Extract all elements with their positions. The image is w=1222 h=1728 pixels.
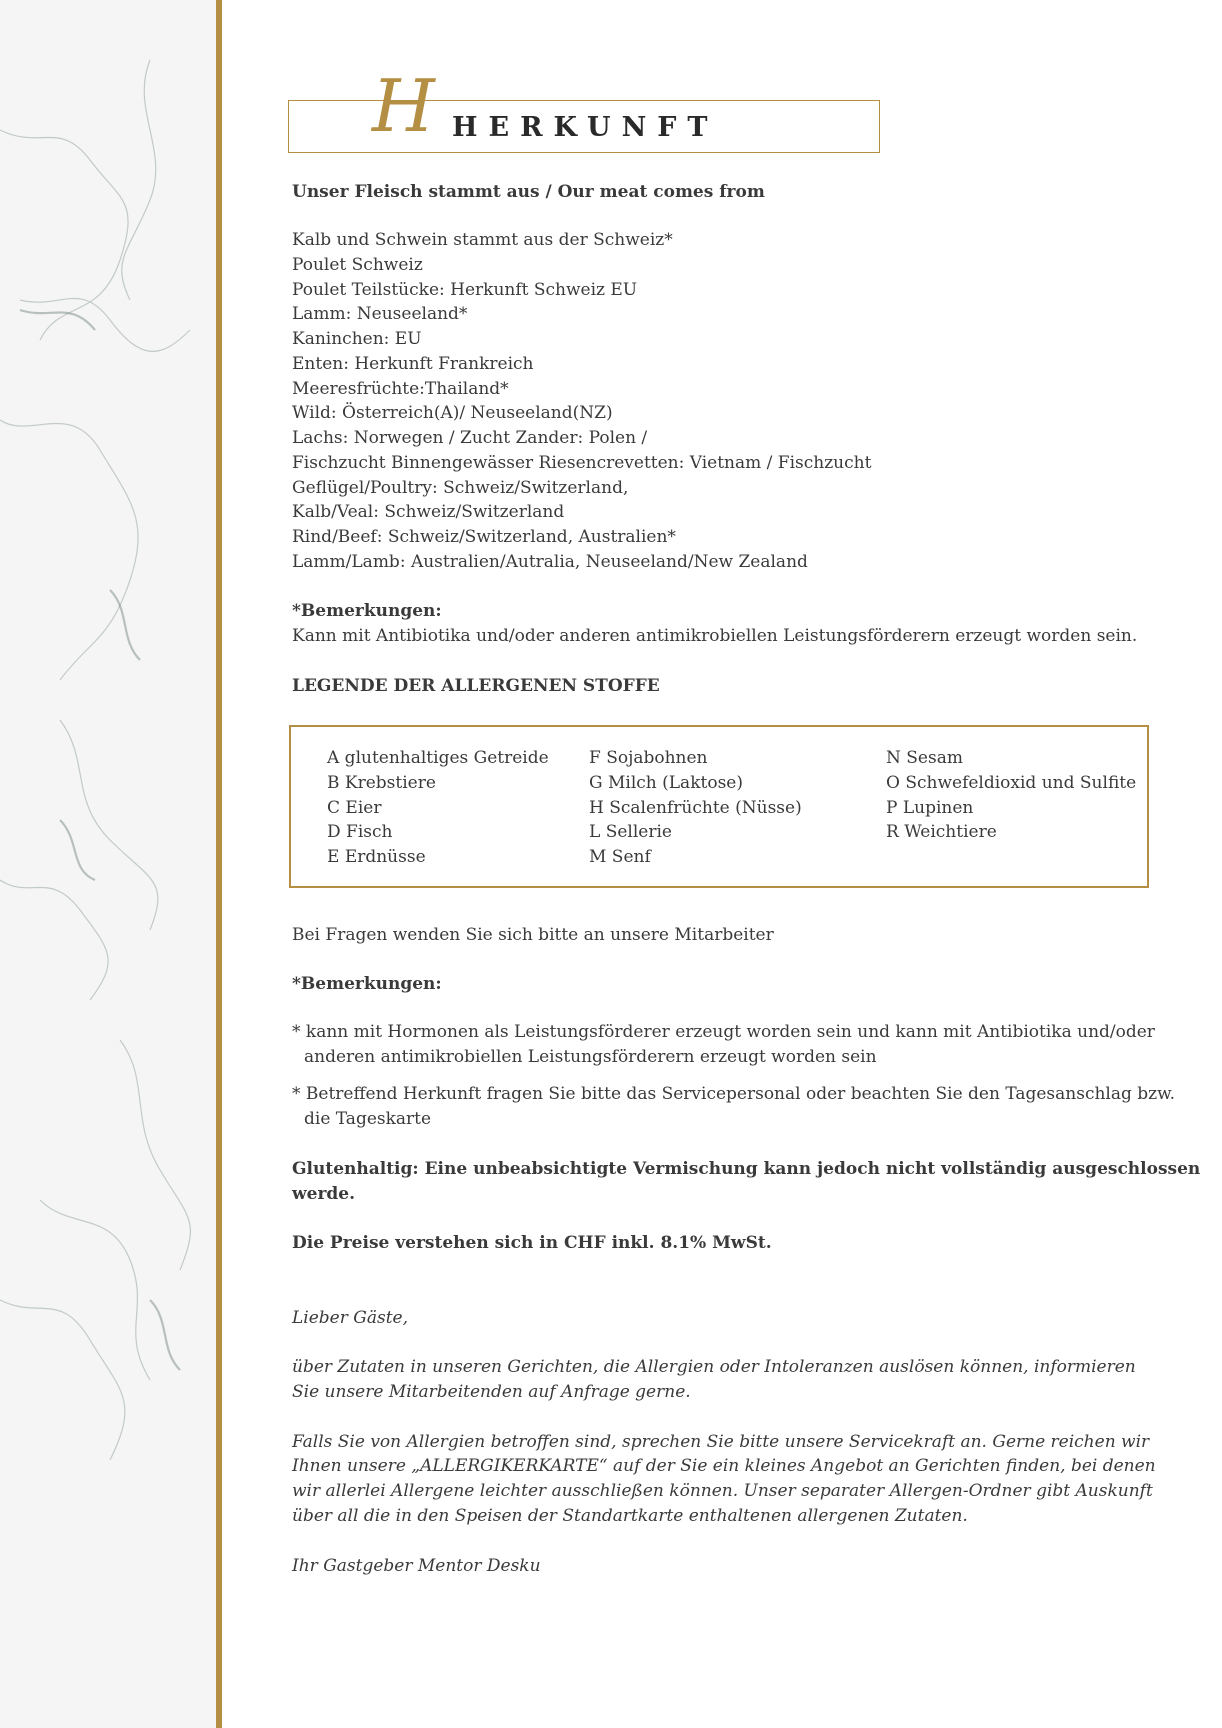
allergen-heading: LEGENDE DER ALLERGENEN STOFFE [292,676,660,696]
remark-note: die Tageskarte [304,1109,432,1129]
gold-divider [216,0,222,1728]
allergen-item: O Schwefeldioxid und Sulfite [886,772,1137,793]
remark-note: * Betreffend Herkunft fragen Sie bitte das Servicepersonal oder beachten Sie den Tagesanschlag bzw. [292,1084,1176,1104]
allergen-item: R Weichtiere [886,822,997,843]
origin-line: Poulet Schweiz [292,255,423,275]
remarks-heading: *Bemerkungen: [292,974,442,994]
allergen-column-3 [886,746,1136,845]
allergen-item: L Sellerie [589,822,672,843]
remark-note: anderen antimikrobiellen Leistungsförderern erzeugt worden sein [304,1047,877,1067]
letter-paragraph: Sie unsere Mitarbeitenden auf Anfrage gerne. [292,1382,691,1402]
remark-note: * kann mit Hormonen als Leistungsförderer erzeugt worden sein und kann mit Antibiotika und/oder [292,1022,1155,1042]
marble-background [0,0,217,1728]
origin-line: Enten: Herkunft Frankreich [292,354,534,374]
letter-paragraph: wir allerlei Allergene leichter ausschließen können. Unser separater Allergen-Ordner gibt Auskunft [292,1481,1153,1501]
allergen-item: H Scalenfrüchte (Nüsse) [589,797,802,818]
marble-veins [0,0,217,1728]
allergen-item: M Senf [589,847,651,868]
gluten-note: werde. [292,1184,356,1204]
allergen-column-2 [589,746,802,870]
allergen-item: F Sojabohnen [589,748,708,768]
price-note: Die Preise verstehen sich in CHF inkl. 8.1% MwSt. [292,1233,772,1253]
page-title: HERKUNFT [452,112,719,143]
gluten-note: Glutenhaltig: Eine unbeabsichtigte Vermischung kann jedoch nicht vollständig ausgeschlossen [292,1159,1201,1179]
letter-greeting: Lieber Gäste, [292,1308,408,1328]
allergen-column-1 [327,746,549,870]
title-initial: H [372,64,435,148]
allergen-item: B Krebstiere [327,772,436,793]
remarks-text: Kann mit Antibiotika und/oder anderen antimikrobiellen Leistungsförderern erzeugt worden sein. [292,626,1138,646]
origin-line: Lachs: Norwegen / Zucht Zander: Polen / [292,428,648,448]
origin-line: Rind/Beef: Schweiz/Switzerland, Australien* [292,527,676,547]
allergen-item: D Fisch [327,822,393,843]
questions-note: Bei Fragen wenden Sie sich bitte an unsere Mitarbeiter [292,925,774,945]
origin-line: Kalb und Schwein stammt aus der Schweiz* [292,230,673,250]
remarks-heading: *Bemerkungen: [292,601,442,621]
origin-line: Lamm/Lamb: Australien/Autralia, Neuseeland/New Zealand [292,552,808,572]
allergen-item: E Erdnüsse [327,847,426,868]
letter-signature: Ihr Gastgeber Mentor Desku [292,1556,541,1576]
origin-line: Lamm: Neuseeland* [292,304,468,324]
allergen-item: A glutenhaltiges Getreide [327,748,549,768]
letter-paragraph: über all die in den Speisen der Standartkarte enthaltenen allergenen Zutaten. [292,1506,968,1526]
origin-line: Geflügel/Poultry: Schweiz/Switzerland, [292,478,629,498]
origin-heading: Unser Fleisch stammt aus / Our meat comes from [292,182,765,202]
origin-line: Fischzucht Binnengewässer Riesencrevetten: Vietnam / Fischzucht [292,453,872,473]
origin-line: Kaninchen: EU [292,329,422,349]
letter-paragraph: Ihnen unsere „ALLERGIKERKARTE“ auf der Sie ein kleines Angebot an Gerichten finden, bei denen [292,1456,1156,1476]
origin-line: Kalb/Veal: Schweiz/Switzerland [292,502,565,522]
allergen-item: N Sesam [886,748,963,768]
allergen-item: G Milch (Laktose) [589,772,743,793]
origin-line: Meeresfrüchte:Thailand* [292,379,509,399]
letter-paragraph: Falls Sie von Allergien betroffen sind, sprechen Sie bitte unsere Servicekraft an. Gerne reichen wir [292,1432,1150,1452]
origin-line: Wild: Österreich(A)/ Neuseeland(NZ) [292,403,613,423]
allergen-item: P Lupinen [886,797,974,818]
allergen-item: C Eier [327,797,382,818]
origin-line: Poulet Teilstücke: Herkunft Schweiz EU [292,280,638,300]
letter-paragraph: über Zutaten in unseren Gerichten, die Allergien oder Intoleranzen auslösen können, informieren [292,1357,1136,1377]
